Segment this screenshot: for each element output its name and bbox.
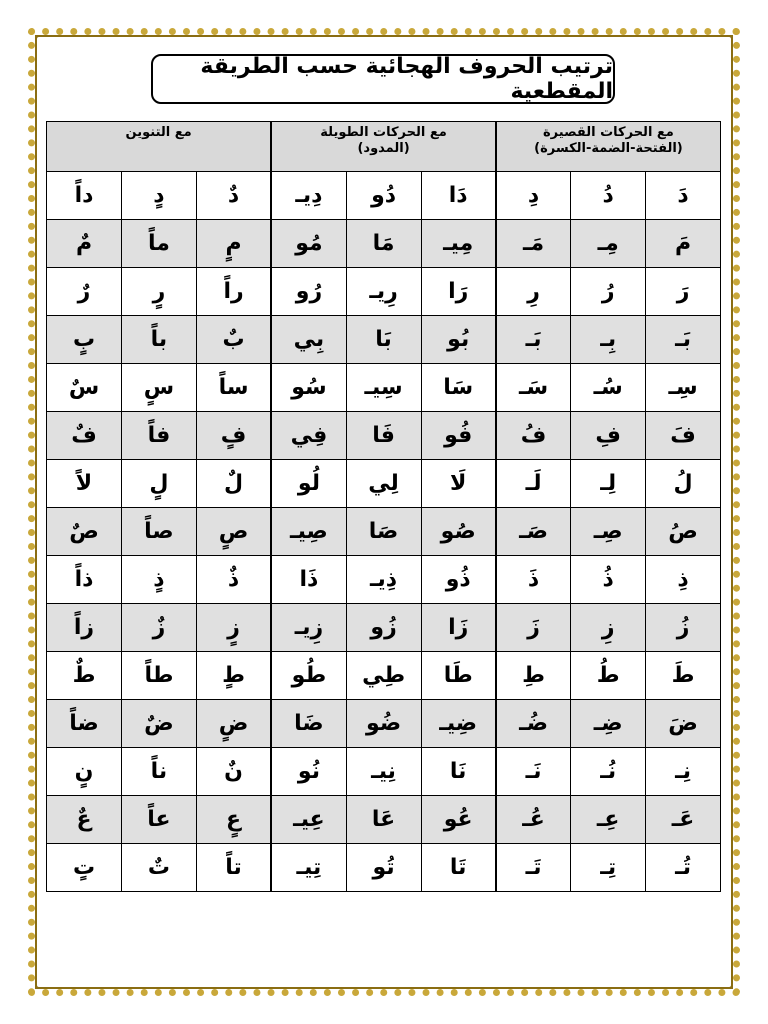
syllable-cell: بَـ bbox=[496, 316, 571, 364]
syllable-cell: بَـ bbox=[646, 316, 721, 364]
syllable-cell: رَا bbox=[421, 268, 496, 316]
syllable-cell: داً bbox=[47, 172, 122, 220]
syllable-cell: رِيـ bbox=[346, 268, 421, 316]
syllable-cell: صُو bbox=[421, 508, 496, 556]
syllable-cell: صُ bbox=[646, 508, 721, 556]
syllable-cell: ذِيـ bbox=[346, 556, 421, 604]
header-tanween-label: مع التنوين bbox=[125, 125, 192, 140]
syllable-cell: زُ bbox=[646, 604, 721, 652]
syllable-cell: نَـ bbox=[496, 748, 571, 796]
syllable-cell: ذِ bbox=[646, 556, 721, 604]
syllable-cell: رُو bbox=[271, 268, 346, 316]
syllable-cell: بِي bbox=[271, 316, 346, 364]
table-row bbox=[47, 316, 721, 364]
syllable-cell: ضِيـ bbox=[421, 700, 496, 748]
syllable-cell: نٍ bbox=[47, 748, 122, 796]
table-row bbox=[47, 796, 721, 844]
table-row bbox=[47, 700, 721, 748]
table-row bbox=[47, 604, 721, 652]
syllable-cell: سَا bbox=[421, 364, 496, 412]
syllable-cell: رٌ bbox=[47, 268, 122, 316]
table-row bbox=[47, 460, 721, 508]
syllable-cell: ضٌ bbox=[122, 700, 197, 748]
syllable-cell: عُو bbox=[421, 796, 496, 844]
syllable-cell: ماً bbox=[122, 220, 197, 268]
syllable-cell: سُـ bbox=[571, 364, 646, 412]
syllable-cell: طُ bbox=[571, 652, 646, 700]
syllable-cell: رٍ bbox=[122, 268, 197, 316]
letters-table bbox=[46, 121, 721, 892]
syllable-cell: ضاً bbox=[47, 700, 122, 748]
syllable-cell: تُو bbox=[346, 844, 421, 892]
syllable-cell: عٍ bbox=[196, 796, 271, 844]
syllable-cell: دَا bbox=[421, 172, 496, 220]
syllable-cell: فَ bbox=[646, 412, 721, 460]
syllable-cell: بِـ bbox=[571, 316, 646, 364]
syllable-cell: لُو bbox=[271, 460, 346, 508]
syllable-cell: زَا bbox=[421, 604, 496, 652]
syllable-cell: راً bbox=[196, 268, 271, 316]
syllable-cell: عَا bbox=[346, 796, 421, 844]
syllable-cell: دٍ bbox=[122, 172, 197, 220]
syllable-cell: عِيـ bbox=[271, 796, 346, 844]
syllable-cell: ذاً bbox=[47, 556, 122, 604]
syllable-cell: طُو bbox=[271, 652, 346, 700]
syllable-cell: مَا bbox=[346, 220, 421, 268]
syllable-cell: تٌ bbox=[122, 844, 197, 892]
syllable-cell: لُ bbox=[646, 460, 721, 508]
syllable-cell: عٌ bbox=[47, 796, 122, 844]
syllable-cell: ذَ bbox=[496, 556, 571, 604]
syllable-cell: فاً bbox=[122, 412, 197, 460]
header-row bbox=[47, 122, 721, 172]
syllable-cell: بٌ bbox=[196, 316, 271, 364]
syllable-cell: سِيـ bbox=[346, 364, 421, 412]
syllable-cell: فِ bbox=[571, 412, 646, 460]
syllable-cell: طَا bbox=[421, 652, 496, 700]
syllable-cell: لِي bbox=[346, 460, 421, 508]
syllable-cell: ذَا bbox=[271, 556, 346, 604]
syllable-cell: زٌ bbox=[122, 604, 197, 652]
syllable-cell: صِيـ bbox=[271, 508, 346, 556]
header-long-vowels bbox=[271, 122, 496, 172]
table-row bbox=[47, 268, 721, 316]
syllable-cell: فٌ bbox=[47, 412, 122, 460]
syllable-cell: فُ bbox=[496, 412, 571, 460]
syllable-cell: سِـ bbox=[646, 364, 721, 412]
syllable-cell: عاً bbox=[122, 796, 197, 844]
syllable-cell: فَا bbox=[346, 412, 421, 460]
syllable-cell: عِـ bbox=[571, 796, 646, 844]
syllable-cell: ضِـ bbox=[571, 700, 646, 748]
syllable-cell: طاً bbox=[122, 652, 197, 700]
syllable-cell: سٌ bbox=[47, 364, 122, 412]
table-row bbox=[47, 556, 721, 604]
syllable-cell: زِ bbox=[571, 604, 646, 652]
syllable-cell: تَا bbox=[421, 844, 496, 892]
syllable-cell: دَ bbox=[646, 172, 721, 220]
syllable-cell: ضُـ bbox=[496, 700, 571, 748]
syllable-cell: طٌ bbox=[47, 652, 122, 700]
syllable-cell: ساً bbox=[196, 364, 271, 412]
syllable-cell: ذُ bbox=[571, 556, 646, 604]
syllable-cell: نِيـ bbox=[346, 748, 421, 796]
syllable-cell: ناً bbox=[122, 748, 197, 796]
table-row bbox=[47, 652, 721, 700]
header-tanween bbox=[47, 122, 272, 172]
syllable-cell: ضٍ bbox=[196, 700, 271, 748]
syllable-cell: مُو bbox=[271, 220, 346, 268]
table-row bbox=[47, 364, 721, 412]
syllable-cell: تِـ bbox=[571, 844, 646, 892]
syllable-cell: فٍ bbox=[196, 412, 271, 460]
table-row bbox=[47, 844, 721, 892]
syllable-cell: طَ bbox=[646, 652, 721, 700]
syllable-cell: لٌ bbox=[196, 460, 271, 508]
syllable-cell: زُو bbox=[346, 604, 421, 652]
syllable-cell: سَـ bbox=[496, 364, 571, 412]
syllable-cell: لاً bbox=[47, 460, 122, 508]
syllable-cell: نُو bbox=[271, 748, 346, 796]
syllable-cell: مَ bbox=[646, 220, 721, 268]
table-row bbox=[47, 220, 721, 268]
syllable-cell: باً bbox=[122, 316, 197, 364]
syllable-cell: زاً bbox=[47, 604, 122, 652]
syllable-cell: صِـ bbox=[571, 508, 646, 556]
syllable-cell: لَـ bbox=[496, 460, 571, 508]
syllable-cell: لِـ bbox=[571, 460, 646, 508]
syllable-cell: صٍ bbox=[196, 508, 271, 556]
syllable-cell: مٌ bbox=[47, 220, 122, 268]
syllable-cell: نٌ bbox=[196, 748, 271, 796]
syllable-cell: صَا bbox=[346, 508, 421, 556]
syllable-cell: دٌ bbox=[196, 172, 271, 220]
header-short-vowels-label: مع الحركات القصيرة bbox=[543, 125, 674, 140]
syllable-cell: لٍ bbox=[122, 460, 197, 508]
syllable-cell: مِيـ bbox=[421, 220, 496, 268]
syllable-cell: دُ bbox=[571, 172, 646, 220]
syllable-cell: عُـ bbox=[496, 796, 571, 844]
syllable-cell: ذٍ bbox=[122, 556, 197, 604]
syllable-cell: نَا bbox=[421, 748, 496, 796]
syllable-cell: زَ bbox=[496, 604, 571, 652]
table-row bbox=[47, 412, 721, 460]
syllable-cell: ضُو bbox=[346, 700, 421, 748]
syllable-cell: دِ bbox=[496, 172, 571, 220]
syllable-cell: ضَا bbox=[271, 700, 346, 748]
syllable-cell: تُـ bbox=[646, 844, 721, 892]
syllable-cell: ذٌ bbox=[196, 556, 271, 604]
syllable-cell: رَ bbox=[646, 268, 721, 316]
header-long-vowels-sub: (المدود) bbox=[357, 141, 410, 156]
syllable-cell: نُـ bbox=[571, 748, 646, 796]
syllable-cell: زِيـ bbox=[271, 604, 346, 652]
syllable-cell: عَـ bbox=[646, 796, 721, 844]
syllable-cell: سُو bbox=[271, 364, 346, 412]
table-row bbox=[47, 172, 721, 220]
syllable-cell: نِـ bbox=[646, 748, 721, 796]
syllable-cell: صاً bbox=[122, 508, 197, 556]
syllable-cell: مَـ bbox=[496, 220, 571, 268]
table-row bbox=[47, 508, 721, 556]
syllable-cell: طِ bbox=[496, 652, 571, 700]
syllable-cell: طٍ bbox=[196, 652, 271, 700]
syllable-cell: دُو bbox=[346, 172, 421, 220]
syllable-cell: تاً bbox=[196, 844, 271, 892]
syllable-cell: فُو bbox=[421, 412, 496, 460]
title-box bbox=[151, 54, 615, 104]
syllable-cell: دِيـ bbox=[271, 172, 346, 220]
syllable-cell: مٍ bbox=[196, 220, 271, 268]
syllable-cell: رِ bbox=[496, 268, 571, 316]
syllable-cell: بٍ bbox=[47, 316, 122, 364]
syllable-cell: مِـ bbox=[571, 220, 646, 268]
syllable-cell: بُو bbox=[421, 316, 496, 364]
syllable-cell: صَـ bbox=[496, 508, 571, 556]
syllable-cell: رُ bbox=[571, 268, 646, 316]
page-title: ترتيب الحروف الهجائية حسب الطريقة المقطعية bbox=[200, 54, 613, 104]
header-long-vowels-label: مع الحركات الطويلة bbox=[320, 125, 447, 140]
table-row bbox=[47, 748, 721, 796]
syllable-cell: بَا bbox=[346, 316, 421, 364]
syllable-cell: تِيـ bbox=[271, 844, 346, 892]
header-short-vowels-sub: (الفتحة-الضمة-الكسرة) bbox=[534, 141, 683, 156]
syllable-cell: لَا bbox=[421, 460, 496, 508]
syllable-cell: تَـ bbox=[496, 844, 571, 892]
syllable-cell: تٍ bbox=[47, 844, 122, 892]
syllable-cell: ذُو bbox=[421, 556, 496, 604]
syllable-cell: فِي bbox=[271, 412, 346, 460]
syllable-cell: ضَ bbox=[646, 700, 721, 748]
header-short-vowels bbox=[496, 122, 721, 172]
syllable-cell: زٍ bbox=[196, 604, 271, 652]
syllable-cell: سٍ bbox=[122, 364, 197, 412]
syllable-cell: طِي bbox=[346, 652, 421, 700]
syllable-cell: صٌ bbox=[47, 508, 122, 556]
